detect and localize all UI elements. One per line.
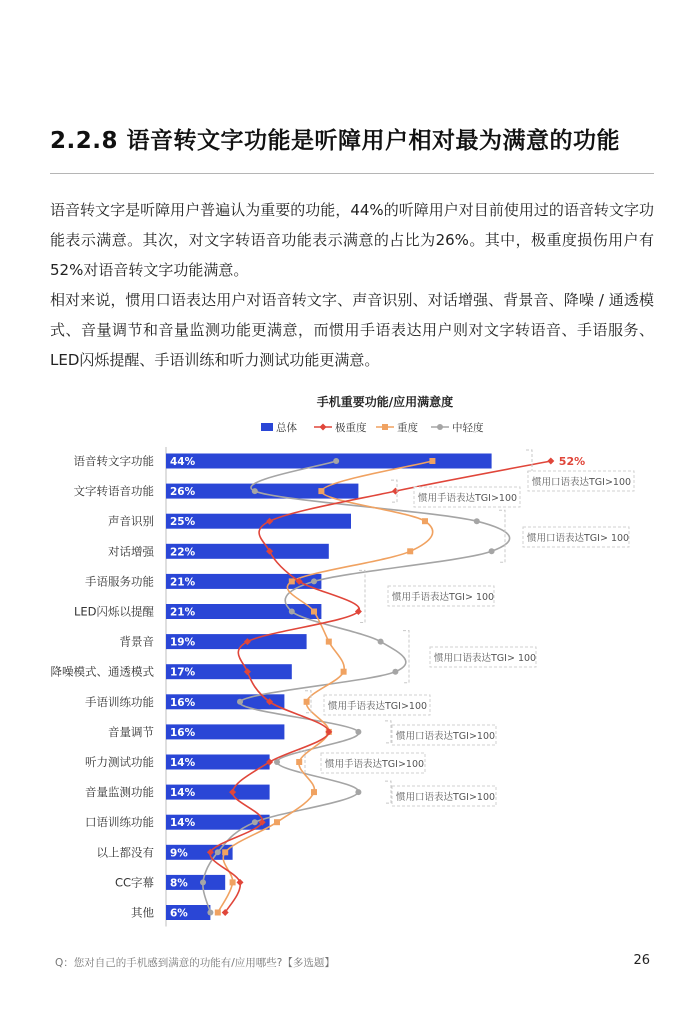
point-中轻度	[311, 578, 317, 584]
point-中轻度	[252, 819, 258, 825]
bar-value-label: 14%	[170, 757, 196, 769]
point-中轻度	[252, 488, 258, 494]
series-line-重度	[218, 461, 433, 913]
legend-marker-重度	[382, 424, 388, 430]
point-中轻度	[207, 910, 213, 916]
point-重度	[341, 669, 347, 675]
bar-value-label: 26%	[170, 486, 196, 499]
point-重度	[296, 759, 302, 765]
annotation-label: 惯用手语表达TGI>100	[328, 701, 428, 712]
legend-label-极重度: 极重度	[335, 422, 367, 434]
point-中轻度	[237, 699, 243, 705]
annotation-bracket	[359, 570, 365, 622]
point-中轻度	[392, 669, 398, 675]
category-label: 背景音	[119, 634, 154, 649]
point-重度	[289, 578, 295, 584]
point-极重度	[392, 488, 399, 495]
category-label: 音量监测功能	[85, 785, 154, 800]
point-重度	[407, 548, 413, 554]
bar-value-label: 6%	[170, 907, 188, 920]
chart-title: 手机重要功能/应用满意度	[316, 395, 454, 409]
annotation-label: 惯用手语表达TGI>100	[418, 493, 518, 504]
bar-value-label: 9%	[170, 847, 188, 860]
category-label: 降噪模式、通透模式	[50, 664, 154, 679]
category-label: 听力测试功能	[85, 755, 154, 769]
bar-value-label: 25%	[170, 516, 196, 529]
bar-value-label: 17%	[170, 666, 196, 679]
bar-value-label: 21%	[170, 576, 196, 589]
question-footnote: Q：您对自己的手机感到满意的功能有/应用哪些?【多选题】	[55, 957, 335, 969]
category-label: LED闪烁以提醒	[73, 604, 154, 619]
category-label: 音量调节	[108, 724, 154, 739]
category-label: 声音识别	[108, 514, 154, 529]
annotation-bracket	[385, 721, 391, 743]
point-极重度	[237, 879, 244, 886]
bar-value-label: 44%	[170, 456, 196, 468]
point-重度	[222, 849, 228, 855]
category-label: 语音转文字功能	[73, 454, 154, 468]
satisfaction-chart	[0, 385, 700, 940]
annotation-bracket	[499, 510, 505, 562]
category-label: 手语服务功能	[85, 574, 154, 589]
annotation-label: 惯用手语表达TGI> 100	[392, 592, 495, 603]
bar-value-label: 22%	[170, 546, 196, 559]
category-label: 文字转语音功能	[73, 484, 154, 499]
point-中轻度	[289, 609, 295, 615]
point-重度	[429, 458, 435, 464]
point-重度	[311, 609, 317, 615]
point-中轻度	[378, 639, 384, 645]
annotation-label: 惯用口语表达TGI>100	[396, 792, 496, 803]
bar-value-label: 19%	[170, 636, 196, 649]
category-label: 以上都没有	[96, 845, 154, 860]
legend-label-中轻度: 中轻度	[452, 422, 484, 434]
bar-value-label: 8%	[170, 877, 188, 890]
legend-label-总体: 总体	[276, 422, 297, 434]
bar-value-label: 14%	[170, 817, 196, 830]
annotation-label: 惯用口语表达TGI> 100	[434, 653, 537, 664]
annotation-label: 惯用口语表达TGI>100	[396, 731, 496, 742]
bar-value-label: 16%	[170, 696, 196, 709]
annotation-label: 惯用手语表达TGI>100	[325, 759, 425, 770]
annotation-label: 惯用口语表达TGI>100	[532, 477, 632, 488]
bar	[166, 454, 492, 469]
category-label: 手语训练功能	[85, 694, 154, 709]
point-中轻度	[215, 849, 221, 855]
highlight-value-label: 52%	[558, 455, 586, 468]
point-重度	[215, 910, 221, 916]
bar-value-label: 14%	[170, 787, 196, 800]
point-极重度	[547, 458, 554, 465]
point-重度	[422, 518, 428, 524]
point-重度	[311, 789, 317, 795]
annotation-bracket	[526, 450, 532, 472]
category-label: CC字幕	[114, 875, 154, 890]
point-中轻度	[474, 518, 480, 524]
annotation-bracket	[385, 781, 391, 803]
point-重度	[230, 879, 236, 885]
bar-value-label: 21%	[170, 606, 196, 619]
section-heading: 2.2.8 语音转文字功能是听障用户相对最为满意的功能	[50, 128, 620, 154]
series-line-中轻度	[203, 461, 510, 913]
point-重度	[274, 819, 280, 825]
point-中轻度	[355, 729, 361, 735]
legend-label-重度: 重度	[397, 422, 418, 434]
point-重度	[304, 699, 310, 705]
bar-value-label: 16%	[170, 726, 196, 739]
point-中轻度	[355, 789, 361, 795]
category-label: 口语训练功能	[85, 815, 154, 830]
point-中轻度	[200, 879, 206, 885]
point-中轻度	[489, 548, 495, 554]
legend-swatch-总体	[261, 423, 273, 431]
category-label: 对话增强	[108, 544, 154, 559]
paragraph-summary: 语音转文字是听障用户普遍认为重要的功能，44%的听障用户对目前使用过的语音转文字功能表示满意。其次，对文字转语音功能表示满意的占比为26%。其中，极重度损伤用户有52%对语音转文字功能满意。	[50, 201, 654, 279]
heading-divider	[50, 173, 654, 174]
category-label: 其他	[131, 905, 154, 920]
point-重度	[318, 488, 324, 494]
point-中轻度	[333, 458, 339, 464]
legend-marker-中轻度	[437, 424, 443, 430]
point-重度	[326, 639, 332, 645]
page-number: 26	[633, 953, 650, 968]
legend-marker-极重度	[320, 424, 327, 431]
paragraph-comparison: 相对来说，惯用口语表达用户对语音转文字、声音识别、对话增强、背景音、降噪 / 通透模式、音量调节和音量监测功能更满意，而惯用手语表达用户则对文字转语音、手语服务、LED闪烁提醒、手语训练和听力测试功能更满意。	[50, 291, 654, 369]
annotation-label: 惯用口语表达TGI> 100	[527, 533, 630, 544]
